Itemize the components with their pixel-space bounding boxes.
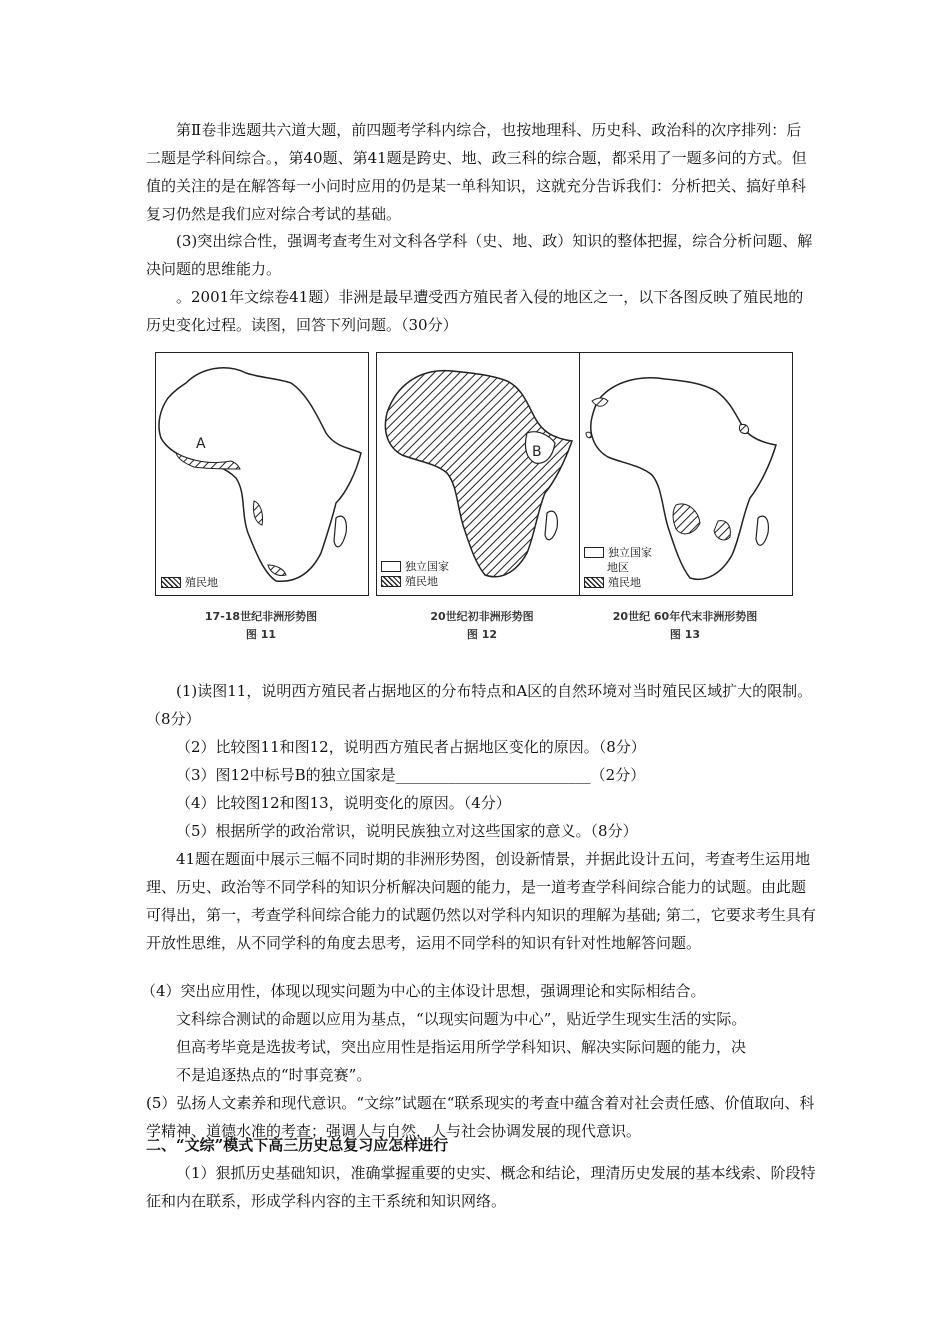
point-4-line-1: 文科综合测试的命题以应用为基点，“以现实问题为中心”，贴近学生现实生活的实际。 xyxy=(176,1010,747,1028)
point-4-line-2: 但高考毕竟是选拔考试，突出应用性是指运用所学学科知识、解决实际问题的能力，决 xyxy=(176,1038,747,1056)
question-3: （3）图12中标号B的独立国家是__________________________（2分） xyxy=(176,766,646,784)
intro-paragraph-3: 。2001年文综卷41题）非洲是最早遭受西方殖民者入侵的地区之一，以下各图反映了殖民地的历史变化过程。读图，回答下列问题。（30分） xyxy=(146,288,804,334)
analysis-paragraph-41: 41题在题面中展示三幅不同时期的非洲形势图，创设新情景，并据此设计五问，考查考生运用地理、历史、政治等不同学科的知识分析解决问题的能力，是一道考查学科间综合能力的试题。由此题可得出，第一，考查学科间综合能力的试题仍然以对学科内知识的理解为基础; 第二，它要求考生具有开放性思维，从不同学科的角度去思考，运用不同学科的知识有针对性地解答问题。 xyxy=(146,850,816,952)
legend-colony-swatch xyxy=(161,577,181,588)
map-panel-fig11 xyxy=(155,352,369,596)
legend-colony-label: 殖民地 xyxy=(185,576,218,589)
legend-independent-swatch xyxy=(381,561,401,572)
caption-fig13 xyxy=(579,608,791,644)
map-panel-fig13 xyxy=(579,352,793,596)
map-panel-fig12 xyxy=(376,352,590,596)
point-5-paragraph: (5）弘扬人文素养和现代意识。“文综”试题在“联系现实的考查中蕴含着对社会责任感、价值取向、科学精神、道德水准的考查；强调人与自然，人与社会协调发展的现代意识。 xyxy=(146,1094,815,1140)
africa-map-17-18c xyxy=(156,353,368,595)
caption-fig13-title: 20世纪 60年代末非洲形势图 xyxy=(612,610,758,623)
question-2: （2）比较图11和图12，说明西方殖民者占据地区变化的原因。（8分） xyxy=(176,738,646,756)
section-2-paragraph-1: （1）狠抓历史基础知识，准确掌握重要的史实、概念和结论，理清历史发展的基本线索、阶段特征和内在联系，形成学科内容的主干系统和知识网络。 xyxy=(146,1164,816,1210)
legend-colony-label: 殖民地 xyxy=(608,576,641,589)
legend-independent-label: 独立国家 xyxy=(405,560,449,573)
caption-fig12-title: 20世纪初非洲形势图 xyxy=(430,610,534,623)
point-4-title: （4）突出应用性，体现以现实问题为中心的主体设计思想，强调理论和实际相结合。 xyxy=(141,982,706,1000)
section-2-heading: 二、“文综”模式下高三历史总复习应怎样进行 xyxy=(146,1136,449,1154)
legend-independent-swatch xyxy=(584,547,604,558)
map3-legend xyxy=(584,545,652,590)
caption-fig12-number: 图 12 xyxy=(466,628,498,641)
intro-paragraph-1: 第Ⅱ卷非选题共六道大题，前四题考学科内综合，也按地理科、历史科、政治科的次序排列：后二题是学科间综合。，第40题、第41题是跨史、地、政三科的综合题，都采用了一题多问的方式。但值的关注的是在解答每一小问时应用的仍是某一单科知识，这就充分告诉我们：分析把关、搞好单科复习仍然是我们应对综合考试的基础。 xyxy=(146,121,807,223)
caption-fig11 xyxy=(155,608,367,644)
point-4-line-3: 不是追逐热点的“时事竞赛”。 xyxy=(176,1066,372,1084)
map2-label-b: B xyxy=(532,444,542,460)
legend-independent-label: 独立国家 xyxy=(608,546,652,559)
caption-fig11-number: 图 11 xyxy=(245,628,277,641)
map2-legend xyxy=(381,559,449,589)
map1-legend xyxy=(161,575,218,590)
legend-colony-label: 殖民地 xyxy=(405,575,438,588)
question-4: （4）比较图12和图13，说明变化的原因。（4分） xyxy=(176,794,511,812)
africa-maps-figure xyxy=(155,352,795,652)
map1-label-a: A xyxy=(196,436,206,452)
legend-colony-swatch xyxy=(584,577,604,588)
caption-fig11-title: 17-18世纪非洲形势图 xyxy=(204,610,318,623)
caption-fig12 xyxy=(376,608,588,644)
legend-region-label: 地区 xyxy=(607,561,629,574)
intro-paragraph-2: (3)突出综合性，强调考查考生对文科各学科（史、地、政）知识的整体把握，综合分析问题、解决问题的思维能力。 xyxy=(146,232,813,278)
caption-fig13-number: 图 13 xyxy=(669,628,701,641)
legend-colony-swatch xyxy=(381,576,401,587)
question-1: (1)读图11，说明西方殖民者占据地区的分布特点和A区的自然环境对当时殖民区域扩大的限制。（8分） xyxy=(146,682,813,728)
question-5: （5）根据所学的政治常识，说明民族独立对这些国家的意义。（8分） xyxy=(176,822,638,840)
